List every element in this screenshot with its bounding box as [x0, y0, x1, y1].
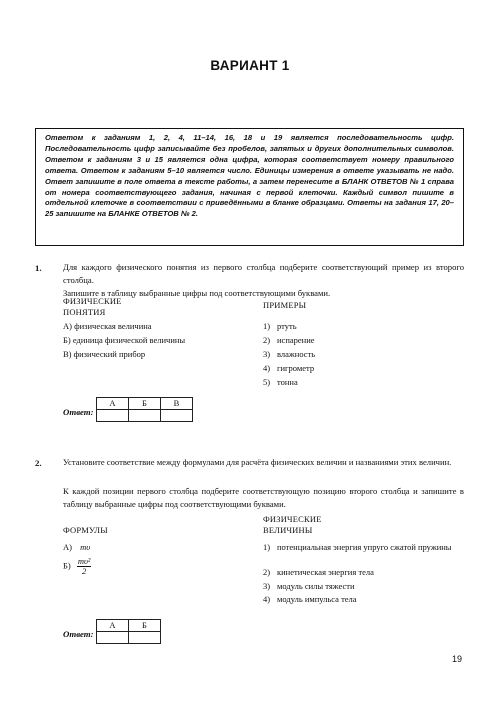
option-number: 1)	[263, 542, 271, 552]
q1-left-item: В) физический прибор	[63, 349, 146, 359]
question-1-subtext: Запишите в таблицу выбранные цифры под соответствующими буквами.	[63, 288, 331, 298]
formula-label: Б)	[63, 560, 71, 571]
q1-right-item	[263, 362, 314, 375]
q1-answer-table	[96, 397, 193, 422]
q1-right-item	[263, 320, 297, 333]
option-number: 3)	[263, 349, 271, 359]
q1-left-heading-1: ФИЗИЧЕСКИЕ	[63, 296, 122, 306]
option-text: тонна	[277, 377, 298, 387]
answer-cell[interactable]	[161, 410, 193, 422]
option-number: 2)	[263, 335, 271, 345]
formula-a	[63, 541, 90, 554]
q2-right-item	[263, 541, 464, 554]
option-number: 2)	[263, 567, 271, 577]
page-title: ВАРИАНТ 1	[210, 58, 290, 73]
question-2-text: Установите соответствие между формулами для расчёта физических величин и названиями этих величин.	[63, 457, 452, 467]
formula-expression: mυ	[80, 542, 91, 552]
question-1-number: 1.	[35, 263, 42, 273]
fraction-denominator: 2	[82, 566, 87, 576]
q1-right-item	[263, 348, 315, 361]
option-text: модуль импульса тела	[277, 594, 357, 604]
formula-label: А)	[63, 542, 72, 552]
answer-letter: А	[97, 620, 129, 632]
question-2-number: 2.	[35, 458, 42, 468]
q2-answer-label: Ответ:	[63, 629, 94, 639]
option-number: 1)	[263, 321, 271, 331]
option-text: потенциальная энергия упруго сжатой пружины	[277, 542, 452, 552]
q1-left-item: А) физическая величина	[63, 321, 152, 331]
answer-letter: В	[161, 398, 193, 410]
q2-right-item	[263, 566, 374, 579]
option-text: модуль силы тяжести	[277, 581, 355, 591]
option-number: 5)	[263, 377, 271, 387]
q1-left-item: Б) единица физической величины	[63, 335, 186, 345]
option-number: 3)	[263, 581, 271, 591]
answer-letter: А	[97, 398, 129, 410]
q1-left-heading-2: ПОНЯТИЯ	[63, 307, 106, 317]
q1-right-item	[263, 376, 298, 389]
page-number: 19	[452, 654, 463, 664]
formula-fraction	[77, 557, 92, 576]
instructions-box: Ответом к заданиям 1, 2, 4, 11–14, 16, 18 и 19 является последовательность цифр. Последовательность цифр записывайте без пробелов, запятых и других дополнительных символов. Ответом к заданиям 3 и 15 является одна цифра, которая соответствует номеру правильного ответа. Ответом к заданиям 5–10 является число. Единицы измерения в ответе указывать не надо. Ответ запишите в поле ответа в тексте работы, а затем перенесите в БЛАНК ОТВЕТОВ № 1 справа от номера соответствующего задания, начиная с первой клеточки. Каждый символ пишите в отдельной клеточке в соответствии с приведёнными в бланке образцами. Ответы на задания 17, 20–25 запишите на БЛАНКЕ ОТВЕТОВ № 2.	[35, 128, 464, 246]
option-text: испарение	[277, 335, 315, 345]
question-2-subtext: К каждой позиции первого столбца подберите соответствующую позицию второго столбца и запишите в таблицу выбранные цифры под соответствующими буквами.	[63, 486, 464, 509]
q2-right-item	[263, 593, 357, 606]
q1-right-item	[263, 334, 315, 347]
answer-cell[interactable]	[97, 632, 129, 644]
question-1-text: Для каждого физического понятия из первого столбца подберите соответствующий пример из второго столбца.	[63, 262, 464, 285]
option-text: ртуть	[277, 321, 297, 331]
formula-b	[63, 557, 91, 576]
q1-answer-label: Ответ:	[63, 407, 94, 417]
answer-cell[interactable]	[97, 410, 129, 422]
fraction-numerator: mυ²	[77, 556, 91, 566]
option-number: 4)	[263, 594, 271, 604]
option-number: 4)	[263, 363, 271, 373]
answer-letter: Б	[129, 620, 161, 632]
option-text: гигрометр	[277, 363, 315, 373]
q2-right-heading-1: ФИЗИЧЕСКИЕ	[263, 514, 322, 524]
answer-cell[interactable]	[129, 632, 161, 644]
q2-right-heading-2: ВЕЛИЧИНЫ	[263, 525, 313, 535]
option-text: влажность	[277, 349, 316, 359]
option-text: кинетическая энергия тела	[277, 567, 374, 577]
q1-right-heading: ПРИМЕРЫ	[263, 300, 307, 310]
q2-answer-table	[96, 619, 161, 644]
answer-cell[interactable]	[129, 410, 161, 422]
q2-left-heading: ФОРМУЛЫ	[63, 525, 108, 535]
q2-right-item	[263, 580, 355, 593]
answer-letter: Б	[129, 398, 161, 410]
